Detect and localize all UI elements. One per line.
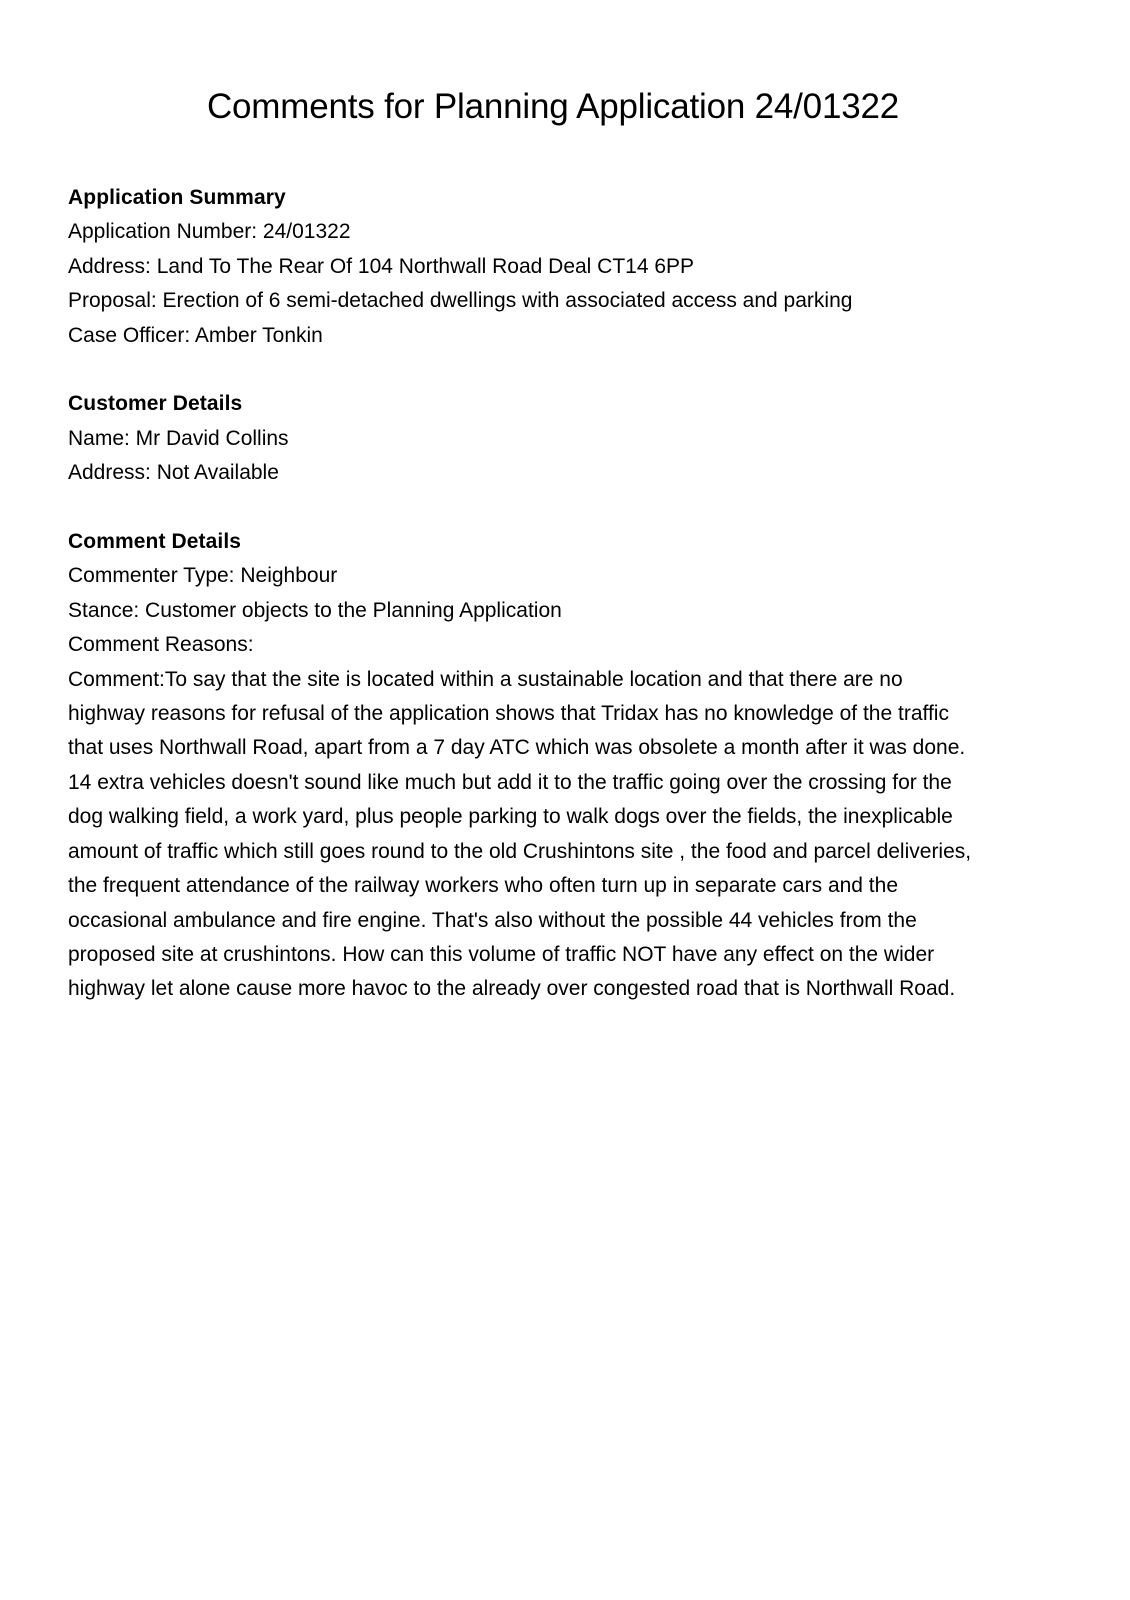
stance: Stance: Customer objects to the Planning Application bbox=[68, 598, 562, 622]
comment-text: Comment:To say that the site is located within a sustainable location and that there are no highway reasons for refusal of the application shows that Tridax has no knowledge of the traffic that uses Northwall Road, apart from a 7 day ATC which was obsolete a month after it was done. 14 extra vehicles doesn't sound like much but add it to the traffic going over the crossing for the dog walking field, a work yard, plus people parking to walk dogs over the fields, the inexplicable amount of traffic which still goes round to the old Crushintons site , the food and parcel deliveries, the frequent attendance of the railway workers who often turn up in separate cars and the occasional ambulance and fire engine. That's also without the possible 44 vehicles from the proposed site at crushintons. How can this volume of traffic NOT have any effect on the wider highway let alone cause more havoc to the already over congested road that is Northwall Road. bbox=[68, 667, 972, 1001]
comment-details-section bbox=[68, 525, 1068, 1007]
application-number: Application Number: 24/01322 bbox=[68, 220, 351, 244]
page-title: Comments for Planning Application 24/01322 bbox=[206, 87, 900, 126]
case-officer: Case Officer: Amber Tonkin bbox=[68, 323, 323, 347]
commenter-type: Commenter Type: Neighbour bbox=[68, 564, 338, 588]
comment-reasons: Comment Reasons: bbox=[68, 633, 254, 657]
customer-details-section bbox=[68, 387, 1068, 490]
customer-details-heading: Customer Details bbox=[68, 392, 243, 416]
customer-address: Address: Not Available bbox=[68, 461, 279, 485]
application-summary-heading: Application Summary bbox=[68, 186, 286, 209]
application-address: Address: Land To The Rear Of 104 Northwall Road Deal CT14 6PP bbox=[68, 254, 695, 278]
comment-details-heading: Comment Details bbox=[68, 530, 242, 554]
application-summary-section bbox=[68, 181, 1068, 353]
customer-name: Name: Mr David Collins bbox=[68, 426, 289, 450]
application-proposal: Proposal: Erection of 6 semi-detached dwellings with associated access and parking bbox=[68, 289, 853, 313]
document-body bbox=[68, 181, 1068, 1041]
